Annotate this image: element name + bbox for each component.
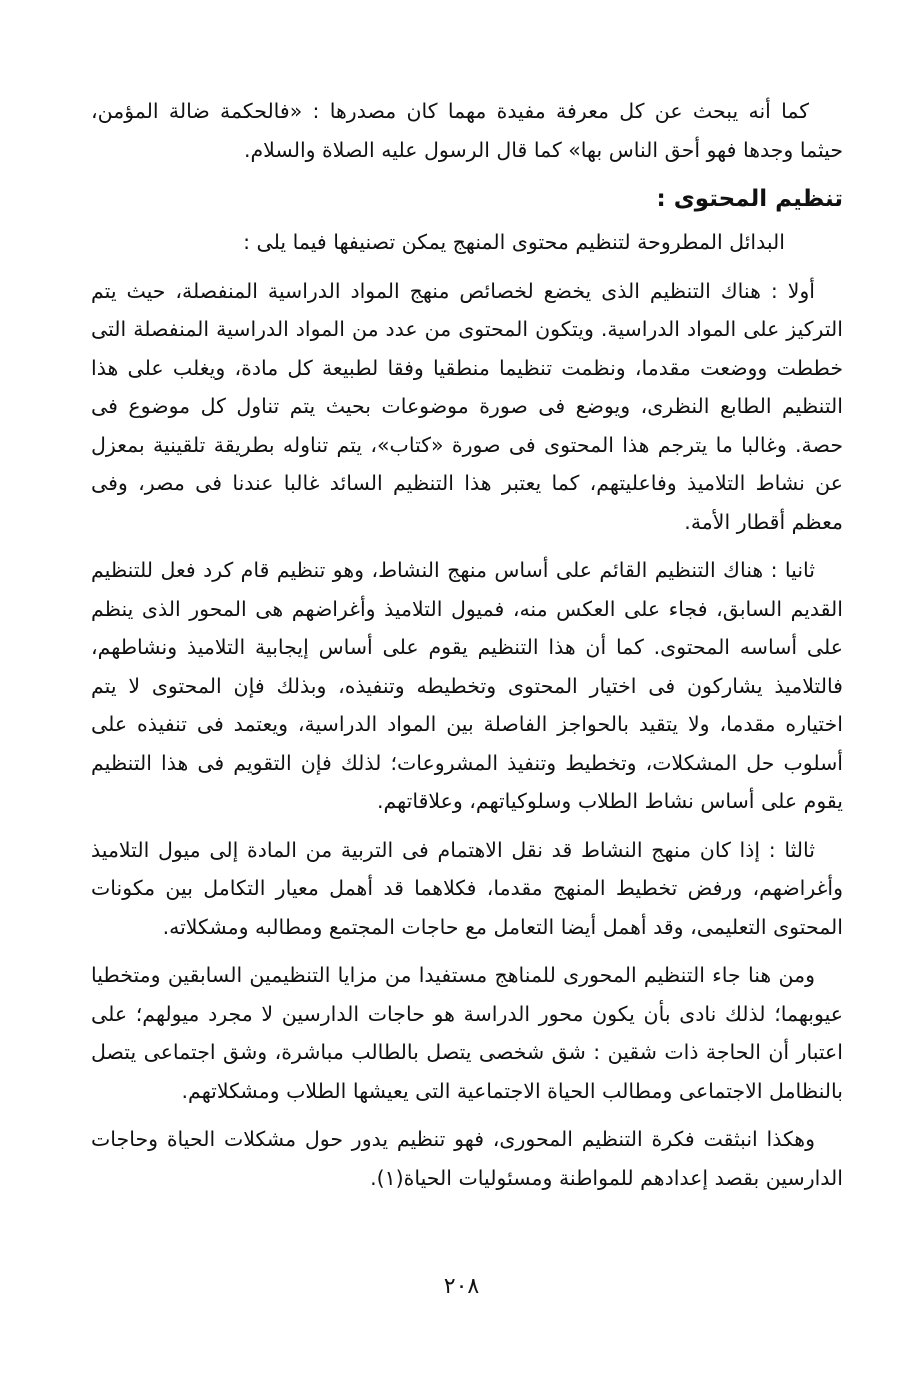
page-body — [91, 92, 843, 1207]
paragraph-second-organization: ثانيا : هناك التنظيم القائم على أساس منهج النشاط، وهو تنظيم قام كرد فعل للتنظيم القديم السابق، فجاء على العكس منه، فميول التلاميذ وأغراضهم هى المحور الذى ينظم على أساسه المحتوى. كما أن هذا التنظيم يقوم على أساس إيجابية التلاميذ ونشاطهم، فالتلاميذ يشاركون فى اختيار المحتوى وتخطيطه وتنفيذه، وبذلك فإن المحتوى لا يتم اختياره مقدما، ولا يتقيد بالحواجز الفاصلة بين المواد الدراسية، ويعتمد فى تنفيذه على أسلوب حل المشكلات، وتخطيط وتنفيذ المشروعات؛ لذلك فإن التقويم فى هذا التنظيم يقوم على أساس نشاط الطلاب وسلوكياتهم، وعلاقاتهم. — [91, 558, 843, 813]
paragraph-conclusion: وهكذا انبثقت فكرة التنظيم المحورى، فهو تنظيم يدور حول مشكلات الحياة وحاجات الدارسين بقصد إعدادهم للمواطنة ومسئوليات الحياة(١). — [91, 1127, 843, 1190]
paragraph-core-organization: ومن هنا جاء التنظيم المحورى للمناهج مستفيدا من مزايا التنظيمين السابقين ومتخطيا عيوبهما؛ لذلك نادى بأن يكون محور الدراسة هو حاجات الدارسين لا مجرد ميولهم؛ على اعتبار أن الحاجة ذات شقين : شق شخصى يتصل بالطالب مباشرة، وشق اجتماعى يتصل بالنظامل الاجتماعى ومطالب الحياة الاجتماعية التى يعيشها الطلاب ومشكلاتهم. — [91, 963, 843, 1103]
paragraph-third-organization: ثالثا : إذا كان منهج النشاط قد نقل الاهتمام فى التربية من المادة إلى ميول التلاميذ وأغراضهم، ورفض تخطيط المنهج مقدما، فكلاهما قد أهمل معيار التكامل بين مكونات المحتوى التعليمى، وقد أهمل أيضا التعامل مع حاجات المجتمع ومطالبه ومشكلاته. — [91, 837, 843, 939]
paragraph-alternatives: البدائل المطروحة لتنظيم محتوى المنهج يمكن تصنيفها فيما يلى : — [243, 230, 785, 254]
paragraph-first-organization: أولا : هناك التنظيم الذى يخضع لخصائص منهج المواد الدراسية المنفصلة، حيث يتم التركيز على المواد الدراسية. ويتكون المحتوى من عدد من المواد الدراسية المنفصلة التى خططت ووضعت مقدما، ونظمت تنظيما منطقيا وفقا لطبيعة كل مادة، ويغلب على هذا التنظيم الطابع النظرى، ويوضع فى صورة موضوعات بحيث يتم تناول كل موضوع فى حصة. وغالبا ما يترجم هذا المحتوى فى صورة «كتاب»، يتم تناوله بطريقة تلقينية بمعزل عن نشاط التلاميذ وفاعليتهم، كما يعتبر هذا التنظيم السائد غالبا عندنا فى مصر، وفى معظم أقطار الأمة. — [91, 278, 843, 534]
section-heading: تنظيم المحتوى : — [656, 186, 843, 212]
paragraph-wisdom: كما أنه يبحث عن كل معرفة مفيدة مهما كان مصدرها : «فالحكمة ضالة المؤمن، حيثما وجدها فهو أحق الناس بها» كما قال الرسول عليه الصلاة والسلام. — [91, 99, 843, 162]
page-number: ٢٠٨ — [443, 1274, 480, 1299]
